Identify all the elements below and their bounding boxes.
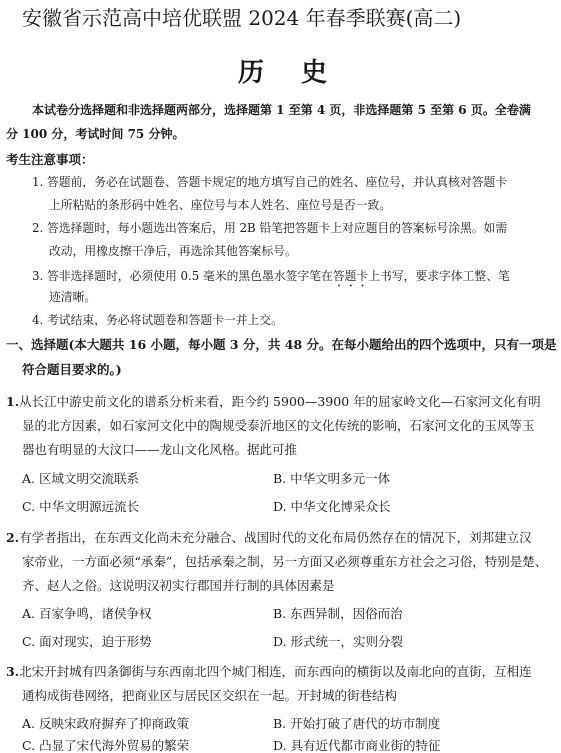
question-3-line-1: [6, 666, 532, 679]
section-heading-line-2: 符合题目要求的。): [22, 362, 122, 377]
question-1-option-d[interactable]: D. 中华文化博采众长: [273, 499, 391, 514]
note-line: 4. 考试结束，务必将试题卷和答题卡一并上交。: [32, 313, 283, 327]
question-1-line-2: 显的北方因素，如石家河文化中的陶规受泰沂地区的文化传统的影响，石家河文化的玉凤等玉: [22, 418, 535, 433]
question-3-option-c[interactable]: C. 凸显了宋代海外贸易的繁荣: [22, 738, 190, 753]
question-3-text: 北宋开封城有四条御街与东西南北四个城门相连，而东西向的横街以及南北向的直街，互相连: [19, 664, 532, 679]
intro-line-1: 本试卷分选择题和非选择题两部分，选择题第 1 至第 4 页，非选择题第 5 至第 6 页。全卷满: [32, 103, 531, 117]
note3-pre: 3. 答非选择题时，必须使用 0.5 毫米的黑色墨水签字笔在: [32, 269, 333, 283]
section-heading-line-1: 一、选择题(本大题共 16 小题，每小题 3 分，共 48 分。在每小题给出的四个选项中，只有一项是: [6, 337, 557, 352]
exam-title: 安徽省示范高中培优联盟 2024 年春季联赛(高二): [22, 6, 462, 30]
question-3-number: 3.: [6, 664, 20, 679]
question-3-option-b[interactable]: B. 开始打破了唐代的坊市制度: [273, 716, 441, 731]
question-1-option-b[interactable]: B. 中华文明多元一体: [273, 471, 391, 486]
notes-heading: 考生注意事项：: [6, 152, 94, 167]
question-1-line-3: 器也有明显的大汶口——龙山文化风格。据此可推: [22, 442, 298, 457]
note-line: 改动，用橡皮擦干净后，再选涂其他答案标号。: [49, 244, 297, 258]
question-1-option-a[interactable]: A. 区域文明交流联系: [22, 471, 139, 486]
question-2-option-c[interactable]: C. 面对现实，迫于形势: [22, 634, 152, 649]
note-line: 迹清晰。: [49, 290, 97, 304]
question-2-option-b[interactable]: B. 东西异制，因俗而治: [273, 606, 403, 621]
question-3-option-d[interactable]: D. 具有近代都市商业街的特征: [273, 738, 441, 753]
question-3-option-a[interactable]: A. 反映宋政府摒弃了抑商政策: [22, 716, 189, 731]
question-2-text: 有学者指出，在东西文化尚未充分融合、战国时代的文化布局仍然存在的情况下，刘邦建立汉: [19, 530, 532, 545]
note-line: 1. 答题前，务必在试题卷、答题卡规定的地方填写自己的姓名、座位号，并认真核对答题卡: [32, 175, 508, 189]
note-line-3: [32, 269, 510, 290]
question-1-option-c[interactable]: C. 中华文明源远流长: [22, 499, 140, 514]
question-2-number: 2.: [6, 530, 20, 545]
question-3-line-2: 通构成街巷网络，把商业区与居民区交织在一起。开封城的街巷结构: [22, 688, 398, 703]
question-1-number: 1.: [6, 394, 20, 409]
note3-emphasis: 答题卡: [332, 269, 369, 283]
note-line: 2. 答选择题时，每小题选出答案后，用 2B 铅笔把答题卡上对应题目的答案标号涂黑。如需: [32, 221, 508, 235]
note3-post: 上书写，要求字体工整、笔: [368, 269, 510, 283]
note-line: 上所粘贴的条形码中姓名、座位号与本人姓名、座位号是否一致。: [49, 198, 392, 212]
intro-line-2: 分 100 分，考试时间 75 分钟。: [6, 127, 185, 141]
subject-title: 历 史: [238, 58, 342, 88]
question-1-line-1: [6, 396, 541, 409]
question-2-line-2: 家帝业，一方面必须“承秦”，包括承秦之制，另一方面又必须尊重东方社会之习俗，特别是楚、: [22, 554, 548, 569]
question-2-line-1: [6, 532, 532, 545]
question-2-option-a[interactable]: A. 百家争鸣，诸侯争权: [22, 606, 152, 621]
question-2-line-3: 齐、赵人之俗。这说明汉初实行郡国并行制的具体因素是: [22, 578, 335, 593]
question-1-text: 从长江中游史前文化的谱系分析来看，距今约 5900—3900 年的屈家岭文化—石家河文化有明: [19, 394, 541, 409]
question-2-option-d[interactable]: D. 形式统一，实则分裂: [273, 634, 404, 649]
